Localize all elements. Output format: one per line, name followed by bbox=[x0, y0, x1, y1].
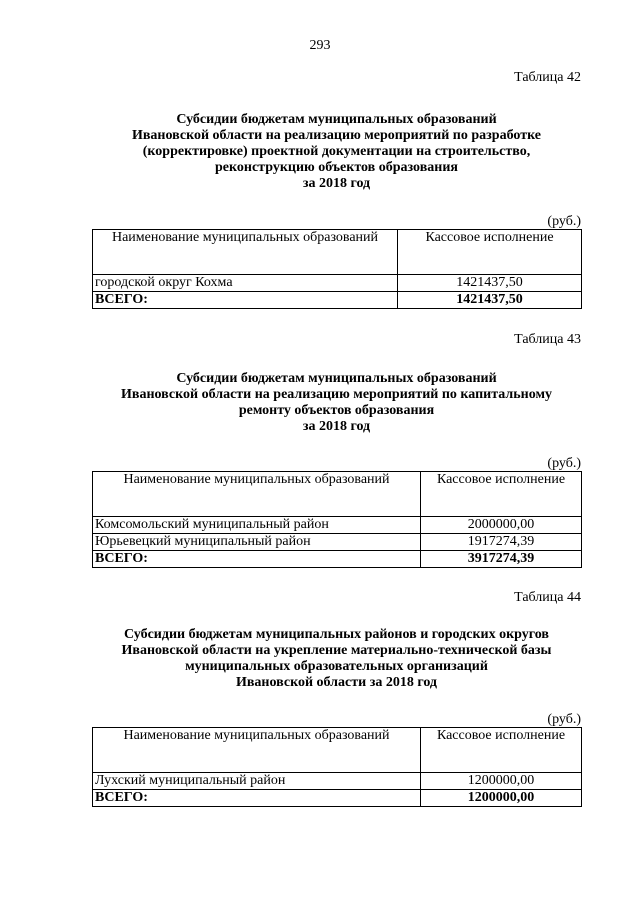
table-title bbox=[92, 371, 581, 435]
table-row bbox=[93, 773, 582, 790]
row-name: Юрьевецкий муниципальный район bbox=[93, 534, 421, 551]
title-line: Субсидии бюджетам муниципальных образований bbox=[176, 371, 497, 386]
total-amount: 1421437,50 bbox=[398, 292, 582, 309]
total-row bbox=[93, 551, 582, 568]
table-row bbox=[93, 534, 582, 551]
title-line: за 2018 год bbox=[302, 176, 371, 191]
table-label: Таблица 43 bbox=[514, 332, 581, 347]
table-header-row bbox=[93, 728, 582, 773]
title-line: Субсидии бюджетам муниципальных районов и городских округов bbox=[124, 627, 549, 642]
title-line: реконструкцию объектов образования bbox=[215, 160, 458, 175]
table-header-row bbox=[93, 472, 582, 517]
row-name: Лухский муниципальный район bbox=[93, 773, 421, 790]
title-line: Ивановской области на реализацию мероприятий по капитальному bbox=[121, 387, 552, 402]
table-44-section bbox=[92, 590, 581, 807]
total-amount: 1200000,00 bbox=[421, 790, 582, 807]
title-line: Ивановской области на укрепление материально-технической базы bbox=[121, 643, 552, 658]
total-label: ВСЕГО: bbox=[93, 292, 398, 309]
row-name: Комсомольский муниципальный район bbox=[93, 517, 421, 534]
column-header-name: Наименование муниципальных образований bbox=[93, 472, 421, 517]
title-line: за 2018 год bbox=[302, 419, 371, 434]
total-row bbox=[93, 790, 582, 807]
title-line: муниципальных образовательных организаций bbox=[185, 659, 488, 674]
unit-label: (руб.) bbox=[547, 712, 581, 727]
unit-label: (руб.) bbox=[547, 214, 581, 229]
data-table bbox=[92, 471, 582, 568]
column-header-amount: Кассовое исполнение bbox=[398, 230, 582, 275]
row-name: городской округ Кохма bbox=[93, 275, 398, 292]
data-table bbox=[92, 727, 582, 807]
table-title bbox=[92, 627, 581, 691]
table-label: Таблица 42 bbox=[514, 70, 581, 85]
row-amount: 1200000,00 bbox=[421, 773, 582, 790]
row-amount: 2000000,00 bbox=[421, 517, 582, 534]
table-43-section bbox=[92, 332, 581, 568]
table-row bbox=[93, 275, 582, 292]
column-header-amount: Кассовое исполнение bbox=[421, 472, 582, 517]
page-number: 293 bbox=[309, 38, 331, 53]
total-row bbox=[93, 292, 582, 309]
total-label: ВСЕГО: bbox=[93, 790, 421, 807]
table-title bbox=[92, 112, 581, 192]
column-header-name: Наименование муниципальных образований bbox=[93, 728, 421, 773]
title-line: ремонту объектов образования bbox=[238, 403, 435, 418]
total-label: ВСЕГО: bbox=[93, 551, 421, 568]
table-row bbox=[93, 517, 582, 534]
row-amount: 1421437,50 bbox=[398, 275, 582, 292]
row-amount: 1917274,39 bbox=[421, 534, 582, 551]
table-header-row bbox=[93, 230, 582, 275]
column-header-amount: Кассовое исполнение bbox=[421, 728, 582, 773]
unit-label: (руб.) bbox=[547, 456, 581, 471]
title-line: Ивановской области на реализацию мероприятий по разработке bbox=[131, 128, 542, 143]
title-line: Ивановской области за 2018 год bbox=[235, 675, 438, 690]
data-table bbox=[92, 229, 582, 309]
title-line: (корректировке) проектной документации на строительство, bbox=[142, 144, 531, 159]
title-line: Субсидии бюджетам муниципальных образований bbox=[176, 112, 497, 127]
total-amount: 3917274,39 bbox=[421, 551, 582, 568]
table-42-section bbox=[92, 70, 581, 309]
column-header-name: Наименование муниципальных образований bbox=[93, 230, 398, 275]
table-label: Таблица 44 bbox=[514, 590, 581, 605]
